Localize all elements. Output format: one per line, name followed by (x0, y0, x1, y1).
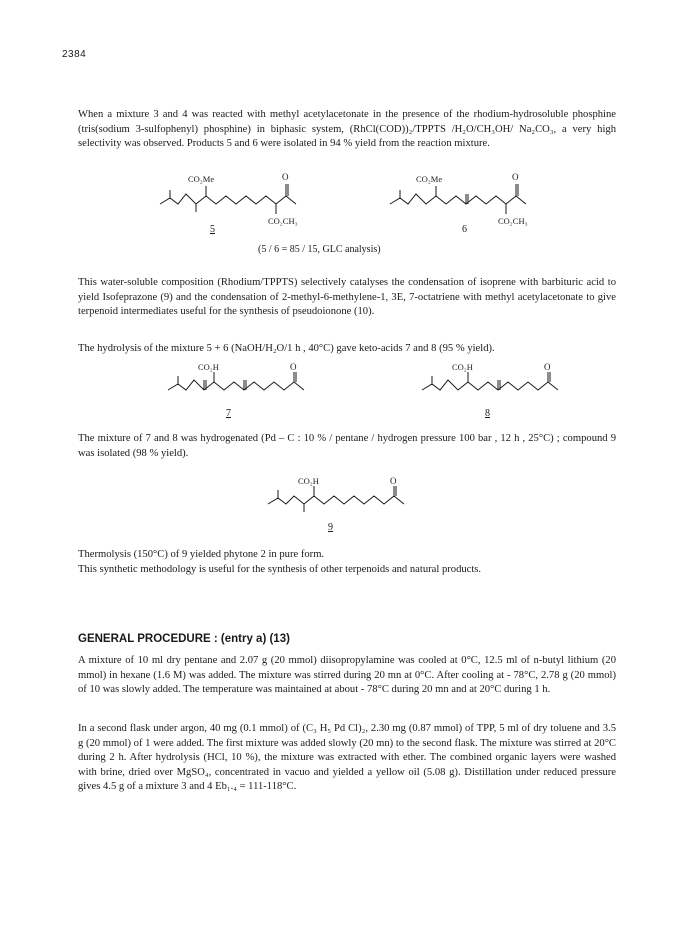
paragraph-intro: When a mixture 3 and 4 was reacted with methyl acetylacetonate in the presence of the rhodium-hydrosoluble phosphine (tris(sodium 3-sulfophenyl) phosphine) in biphasic system, (RhCl(COD))₂/TPPTS /H₂O/CH₃OH/ Na₂CO₃, a very high selectivity was observed. Products 5 and 6 were isolated in 94 % yield from the reaction mixture. (78, 109, 616, 149)
compound-label-5: 5 (210, 224, 215, 235)
structure-9 (268, 486, 404, 512)
ketone-o-5: O (282, 172, 289, 182)
paragraph-thermolysis: Thermolysis (150°C) of 9 yielded phytone 2 in pure form. (78, 549, 325, 560)
paragraph-hydrolysis: The hydrolysis of the mixture 5 + 6 (NaOH/H₂O/1 h , 40°C) gave keto-acids 7 and 8 (95 % yield). (78, 343, 495, 354)
label-co2h-9: CO₂H (298, 476, 319, 486)
paragraph-hydrogenation: The mixture of 7 and 8 was hydrogenated (Pd – C : 10 % / pentane / hydrogen pressure 100 bar , 12 h , 25°C) ; compound 9 was isolated (98 % yield). (78, 433, 616, 459)
structure-8 (422, 372, 558, 390)
structure-5 (160, 184, 296, 214)
structure-6 (390, 184, 526, 214)
label-co2me-5: CO₂Me (188, 174, 215, 184)
label-co2h-8: CO₂H (452, 362, 473, 372)
label-co2me-6: CO₂Me (416, 174, 443, 184)
structure-7 (168, 372, 304, 390)
figure-compounds-5-6 (150, 168, 570, 263)
label-co2ch3-6: CO₂CH₃ (498, 216, 528, 226)
figure-compound-9 (262, 474, 422, 541)
page-number: 2384 (62, 49, 87, 60)
figure-compounds-7-8 (160, 362, 580, 429)
ketone-o-6: O (512, 172, 519, 182)
compound-label-6: 6 (462, 224, 467, 235)
paragraph-water-soluble: This water-soluble composition (Rhodium/TPPTS) selectively catalyses the condensation of isoprene with barbituric acid to yield Isofeprazone (9) and the condensation of 2-methyl-6-methylene-1, 3E, 7-octatriene with methyl acetylacetonate to give terpenoid intermediates useful for the synthesis of pseudoionone (10). (78, 277, 616, 317)
ketone-o-9: O (390, 476, 397, 486)
label-co2ch3-5: CO₂CH₃ (268, 216, 298, 226)
compound-label-8: 8 (485, 408, 490, 419)
compound-label-7: 7 (226, 408, 231, 419)
compound-label-9: 9 (328, 522, 333, 533)
ketone-o-7: O (290, 362, 297, 372)
ratio-caption: (5 / 6 = 85 / 15, GLC analysis) (258, 244, 381, 255)
label-co2h-7: CO₂H (198, 362, 219, 372)
section-heading: GENERAL PROCEDURE : (entry a) (13) (78, 633, 290, 645)
paragraph-procedure-2: In a second flask under argon, 40 mg (0.1 mmol) of (C₃ H₅ Pd Cl)₂, 2.30 mg (0.87 mmol) of TPP, 5 ml of dry toluene and 3.5 g (20 mmol) of 1 were added. The first mixture was added slowly (20 mn) to the second flask. The mixture was stirred at 20°C during 2 h. After hydrolysis (HCl, 10 %), the mixture was extracted with ether. The combined organic layers were washed with brine, dried over MgSO₄, concentrated in vacuo and yielded a yellow oil (5.08 g). Distillation under reduced pressure gives 4.5 g of a mixture 3 and 4 Eb₁.₄ = 111-118°C. (78, 723, 616, 792)
paragraph-methodology: This synthetic methodology is useful for the synthesis of other terpenoids and natural products. (78, 564, 482, 575)
paragraph-procedure-1: A mixture of 10 ml dry pentane and 2.07 g (20 mmol) diisopropylamine was cooled at 0°C, 12.5 ml of n-butyl lithium (20 mmol) in hexane (1.6 M) was added. The mixture was stirred during 20 mn at 0°C. After cooling at - 78°C, 2.78 g (20 mmol) of 10 was slowly added. The temperature was maintained at about - 78°C during 20 mn and at 20°C during 1 h. (78, 655, 616, 695)
ketone-o-8: O (544, 362, 551, 372)
